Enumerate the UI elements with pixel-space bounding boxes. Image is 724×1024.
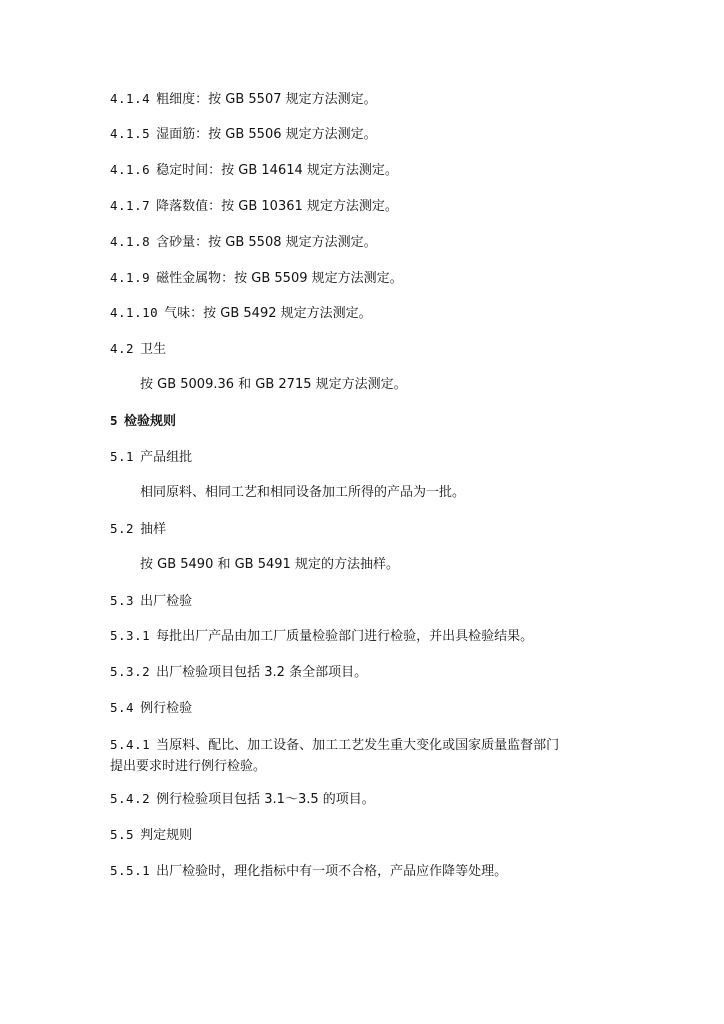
clause-number: 4.1.4 (110, 91, 151, 106)
clause-number: 5.1 (110, 449, 135, 464)
clause-5-4-1 (110, 734, 684, 757)
clause-text: 出厂检验时，理化指标中有一项不合格，产品应作降等处理。 (156, 864, 508, 879)
clause-text: 例行检验 (140, 701, 193, 716)
clause-5-4-1-continued (110, 756, 684, 778)
clause-number: 5.3.1 (110, 628, 151, 643)
section-5-4 (110, 697, 684, 720)
clause-5-5-1 (110, 860, 684, 883)
clause-text: 卫生 (140, 342, 167, 357)
clause-4-1-6 (110, 159, 684, 182)
clause-number: 5.4 (110, 700, 135, 715)
paragraph (140, 482, 684, 504)
clause-text: 产品组批 (140, 450, 193, 465)
clause-number: 5 (110, 413, 119, 428)
clause-text: 稳定时间：按 GB 14614 规定方法测定。 (156, 163, 398, 178)
clause-4-1-8 (110, 231, 684, 254)
clause-text: 气味：按 GB 5492 规定方法测定。 (164, 306, 372, 321)
clause-5-3-1 (110, 625, 684, 648)
clause-text: 粗细度：按 GB 5507 规定方法测定。 (156, 92, 377, 107)
clause-number: 5.5 (110, 827, 135, 842)
clause-number: 4.1.7 (110, 198, 151, 213)
clause-number: 5.3.2 (110, 664, 151, 679)
clause-text: 当原料、配比、加工设备、加工工艺发生重大变化或国家质量监督部门 (156, 738, 560, 753)
clause-4-1-9 (110, 267, 684, 290)
clause-number: 5.4.2 (110, 791, 151, 806)
clause-text: 判定规则 (140, 828, 193, 843)
clause-text: 抽样 (140, 522, 167, 537)
clause-5-3-2 (110, 661, 684, 684)
clause-text: 降落数值：按 GB 10361 规定方法测定。 (156, 199, 398, 214)
clause-4-1-10 (110, 302, 684, 325)
clause-text: 磁性金属物：按 GB 5509 规定方法测定。 (156, 271, 403, 286)
clause-text: 含砂量：按 GB 5508 规定方法测定。 (156, 235, 377, 250)
paragraph (140, 374, 684, 396)
clause-text: 提出要求时进行例行检验。 (110, 759, 267, 774)
section-5-1 (110, 446, 684, 469)
clause-number: 4.1.5 (110, 126, 151, 141)
section-4-2 (110, 338, 684, 361)
clause-number: 4.1.9 (110, 270, 151, 285)
clause-text: 出厂检验项目包括 3.2 条全部项目。 (156, 665, 368, 680)
clause-4-1-7 (110, 195, 684, 218)
clause-number: 5.2 (110, 521, 135, 536)
clause-number: 5.4.1 (110, 737, 151, 752)
section-5-2 (110, 518, 684, 541)
paragraph (140, 554, 684, 576)
clause-number: 5.3 (110, 593, 135, 608)
heading-text: 检验规则 (124, 414, 177, 429)
clause-text: 湿面筋：按 GB 5506 规定方法测定。 (156, 127, 377, 142)
paragraph-text: 按 GB 5009.36 和 GB 2715 规定方法测定。 (140, 377, 407, 392)
clause-4-1-4 (110, 88, 684, 111)
chapter-5-heading (110, 410, 684, 433)
clause-text: 出厂检验 (140, 594, 193, 609)
clause-number: 4.1.6 (110, 162, 151, 177)
paragraph-text: 按 GB 5490 和 GB 5491 规定的方法抽样。 (140, 557, 399, 572)
clause-5-4-2 (110, 788, 684, 811)
clause-number: 4.1.10 (110, 305, 159, 320)
clause-number: 5.5.1 (110, 863, 151, 878)
paragraph-text: 相同原料、相同工艺和相同设备加工所得的产品为一批。 (140, 485, 466, 500)
clause-number: 4.1.8 (110, 234, 151, 249)
clause-text: 每批出厂产品由加工厂质量检验部门进行检验，并出具检验结果。 (156, 629, 534, 644)
section-5-3 (110, 590, 684, 613)
clause-number: 4.2 (110, 341, 135, 356)
section-5-5 (110, 824, 684, 847)
clause-4-1-5 (110, 123, 684, 146)
clause-text: 例行检验项目包括 3.1～3.5 的项目。 (156, 792, 375, 807)
